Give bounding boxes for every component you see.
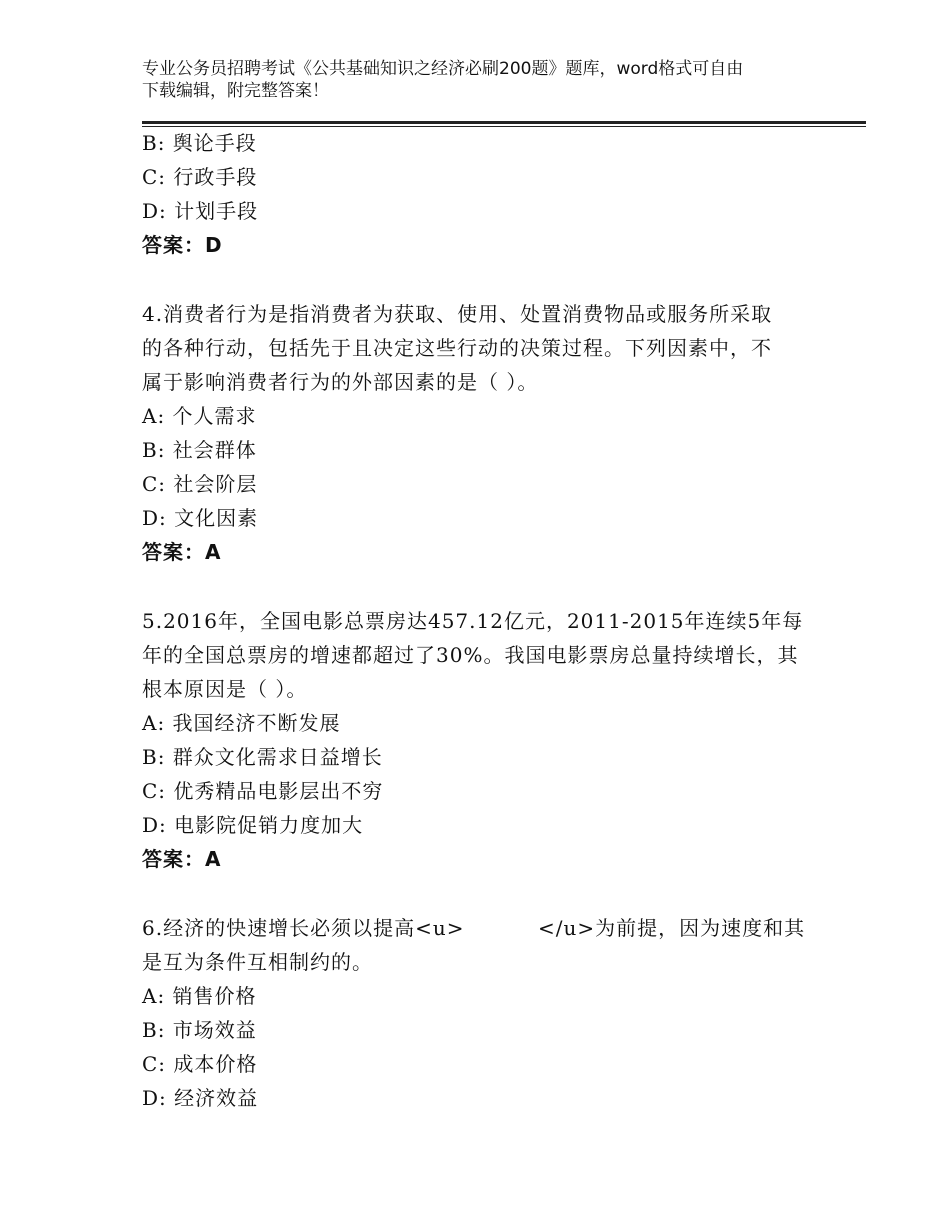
question-6 [142, 911, 822, 1115]
question-stem-line: 5.2016年，全国电影总票房达457.12亿元，2011-2015年连续5年每 [142, 609, 804, 633]
option-d: D: 文化因素 [142, 506, 259, 530]
question-4 [142, 297, 822, 569]
header-line-2: 下载编辑，附完整答案！ [142, 81, 329, 101]
option-a: A: 我国经济不断发展 [142, 711, 341, 735]
option-a: A: 个人需求 [142, 404, 257, 428]
question-stem-line: 年的全国总票房的增速都超过了30%。我国电影票房总量持续增长，其 [142, 643, 799, 667]
question-5 [142, 604, 822, 876]
option-b: B: 社会群体 [142, 438, 257, 462]
question-content [142, 126, 822, 1115]
option-b: B: 群众文化需求日益增长 [142, 745, 383, 769]
option-b: B: 市场效益 [142, 1018, 257, 1042]
option-d: D: 计划手段 [142, 199, 259, 223]
option-c: C: 成本价格 [142, 1052, 258, 1076]
option-b: B: 舆论手段 [142, 131, 257, 155]
question-stem-line: 是互为条件互相制约的。 [142, 950, 373, 974]
option-c: C: 社会阶层 [142, 472, 258, 496]
option-d: D: 经济效益 [142, 1086, 259, 1110]
header-rule-thick [142, 121, 866, 124]
question-stem-line: 6.经济的快速增长必须以提高<u> </u>为前提，因为速度和其 [142, 916, 806, 940]
question-stem-line: 4.消费者行为是指消费者为获取、使用、处置消费物品或服务所采取 [142, 302, 773, 326]
question-stem-line: 的各种行动，包括先于且决定这些行动的决策过程。下列因素中，不 [142, 336, 772, 360]
answer-label: 答案：A [142, 847, 222, 871]
option-c: C: 优秀精品电影层出不穷 [142, 779, 384, 803]
document-header [142, 58, 822, 102]
answer-label: 答案：A [142, 540, 222, 564]
question-stem-line: 属于影响消费者行为的外部因素的是（ ）。 [142, 370, 539, 394]
header-line-1: 专业公务员招聘考试《公共基础知识之经济必刷200题》题库，word格式可自由 [142, 59, 744, 79]
option-c: C: 行政手段 [142, 165, 258, 189]
option-d: D: 电影院促销力度加大 [142, 813, 364, 837]
answer-label: 答案：D [142, 233, 223, 257]
question-stem-line: 根本原因是（ ）。 [142, 677, 308, 701]
question-3 [142, 126, 822, 262]
option-a: A: 销售价格 [142, 984, 257, 1008]
